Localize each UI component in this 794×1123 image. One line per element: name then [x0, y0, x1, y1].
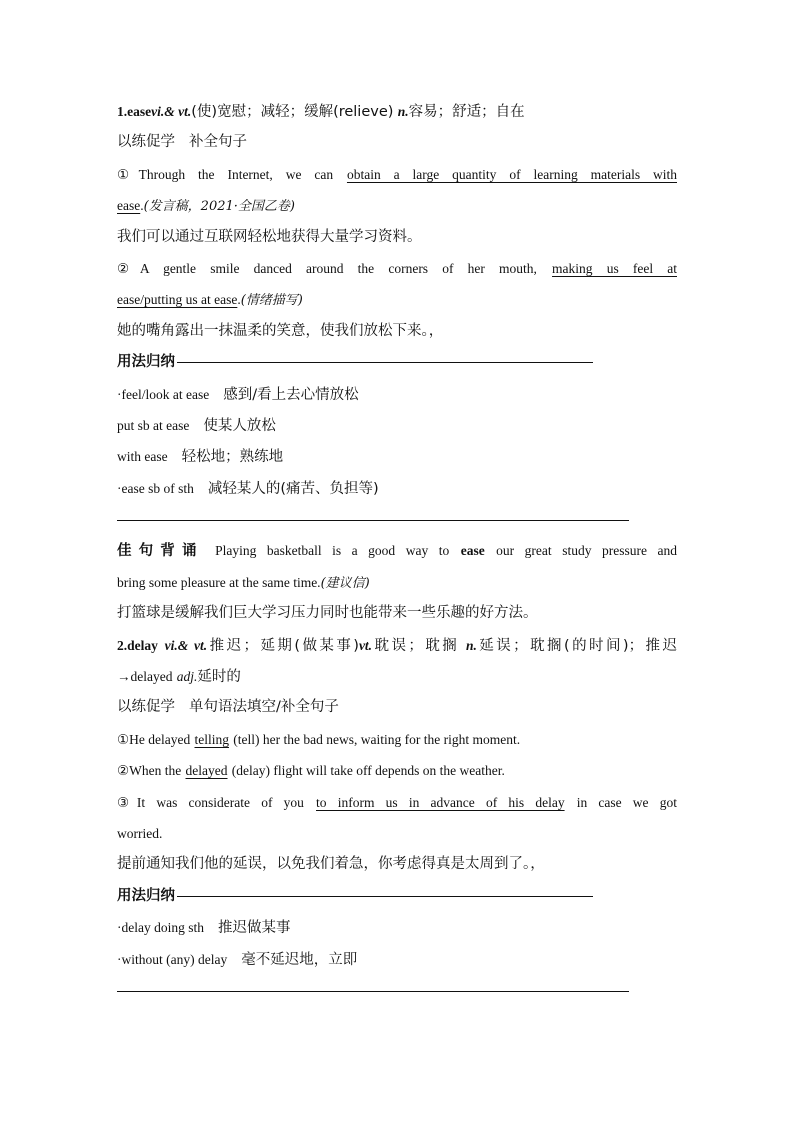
exercise-answer: to inform us in advance of his delay [316, 794, 565, 810]
exercise-source: (发言稿，2021·全国乙卷) [143, 199, 295, 215]
exercise-2-line-2: ease/putting us at ease.(情绪描写) [117, 292, 303, 309]
practice-heading [117, 692, 677, 723]
practice-task: 补全句子 [189, 134, 247, 151]
heading-rule [177, 362, 593, 363]
usage-item: with ease 轻松地；熟练地 [117, 449, 284, 466]
exercise-source: (情绪描写) [240, 293, 303, 309]
exercise-1-line-1 [117, 159, 677, 190]
usage-heading: 用法归纳 [117, 887, 175, 904]
good-sentence-line-1: 佳句背诵 Playing basketball is a good way to ease our great study pressure and [117, 543, 677, 560]
usage-item: ·feel/look at ease 感到/看上去心情放松 [117, 386, 359, 403]
exercise-answer: making us feel at [552, 260, 677, 276]
entry-number: 2. [117, 637, 128, 653]
exercise-answer: telling [194, 731, 229, 747]
exercise-5-line-2: worried. [117, 825, 163, 841]
exercise-prefix: ②A gentle smile danced around the corners of her mouth, [117, 260, 537, 276]
usage-item: ·without (any) delay 毫不延迟地，立即 [117, 951, 358, 968]
exercise-prefix: ①Through the Internet, we can [117, 166, 334, 182]
entry-pos-noun: n. [397, 104, 409, 119]
exercise-answer: obtain a large quantity of learning materials with [346, 166, 677, 182]
entry-pos-noun: n. [465, 637, 477, 653]
exercise-5-translation: 提前通知我们他的延误，以免我们着急，你考虑得真是太周到了。， [117, 856, 545, 873]
practice-heading-label: 以练促学 [117, 699, 175, 716]
exercise-2-translation: 她的嘴角露出一抹温柔的笑意，使我们放松下来。， [117, 322, 444, 339]
exercise-3: ①He delayed telling (tell) her the bad news, waiting for the right moment. [117, 731, 521, 747]
good-sentence-line-2: bring some pleasure at the same time.(建议信) [117, 574, 370, 591]
section-divider [117, 975, 677, 1006]
exercise-1-translation: 我们可以通过互联网轻松地获得大量学习资料。 [117, 228, 422, 245]
exercise-answer-cont: ease [117, 198, 141, 214]
exercise-answer-cont: ease/putting us at ease [117, 292, 238, 308]
usage-heading-row [117, 347, 677, 378]
section-divider [117, 504, 677, 535]
entry-delay-derived: →delayed adj.延时的 [117, 669, 241, 686]
exercise-2-line-1 [117, 253, 677, 284]
exercise-5-line-1: ③It was considerate of you to inform us in advance of his delay in case we got [117, 794, 677, 810]
entry-meaning: (使)宽慰；减轻；缓解(relieve) [191, 104, 394, 120]
practice-heading [117, 127, 677, 158]
good-sentence-keyword: ease [460, 543, 485, 559]
entry-meaning: 推迟；延期(做某事) [207, 637, 359, 654]
heading-rule [177, 896, 593, 897]
usage-item: put sb at ease 使某人放松 [117, 417, 276, 434]
practice-task: 单句语法填空/补全句子 [189, 699, 339, 716]
entry-pos-vt: vt. [358, 637, 373, 653]
exercise-1-line-2: ease.(发言稿，2021·全国乙卷) [117, 198, 295, 215]
usage-item: ·ease sb of sth 减轻某人的(痛苦、负担等) [117, 480, 379, 497]
entry-meaning-noun: 容易；舒适；自在 [408, 104, 525, 120]
good-sentence-heading: 佳句背诵 [117, 543, 204, 560]
practice-heading-label: 以练促学 [117, 134, 175, 151]
exercise-answer: delayed [185, 763, 228, 779]
entry-word: ease [127, 104, 152, 119]
entry-word: delay [127, 637, 158, 653]
usage-heading: 用法归纳 [117, 354, 175, 371]
entry-pos: vi.& vt. [164, 637, 208, 653]
good-sentence-translation: 打篮球是缓解我们巨大学习压力同时也能带来一些乐趣的好方法。 [117, 605, 538, 622]
entry-ease-header [117, 96, 677, 127]
entry-number: 1. [117, 104, 128, 119]
entry-delay-header: 2.delay vi.& vt.推迟；延期(做某事)vt.耽误；耽搁 n.延误；耽搁(的时间)；推迟 [117, 637, 677, 654]
exercise-4: ②When the delayed (delay) flight will take off depends on the weather. [117, 763, 505, 779]
document-content [117, 96, 677, 1006]
entry-pos: vi.& vt. [151, 104, 192, 119]
usage-heading-row [117, 881, 677, 912]
usage-item: ·delay doing sth 推迟做某事 [117, 920, 291, 937]
good-sentence-source: (建议信) [320, 575, 370, 591]
